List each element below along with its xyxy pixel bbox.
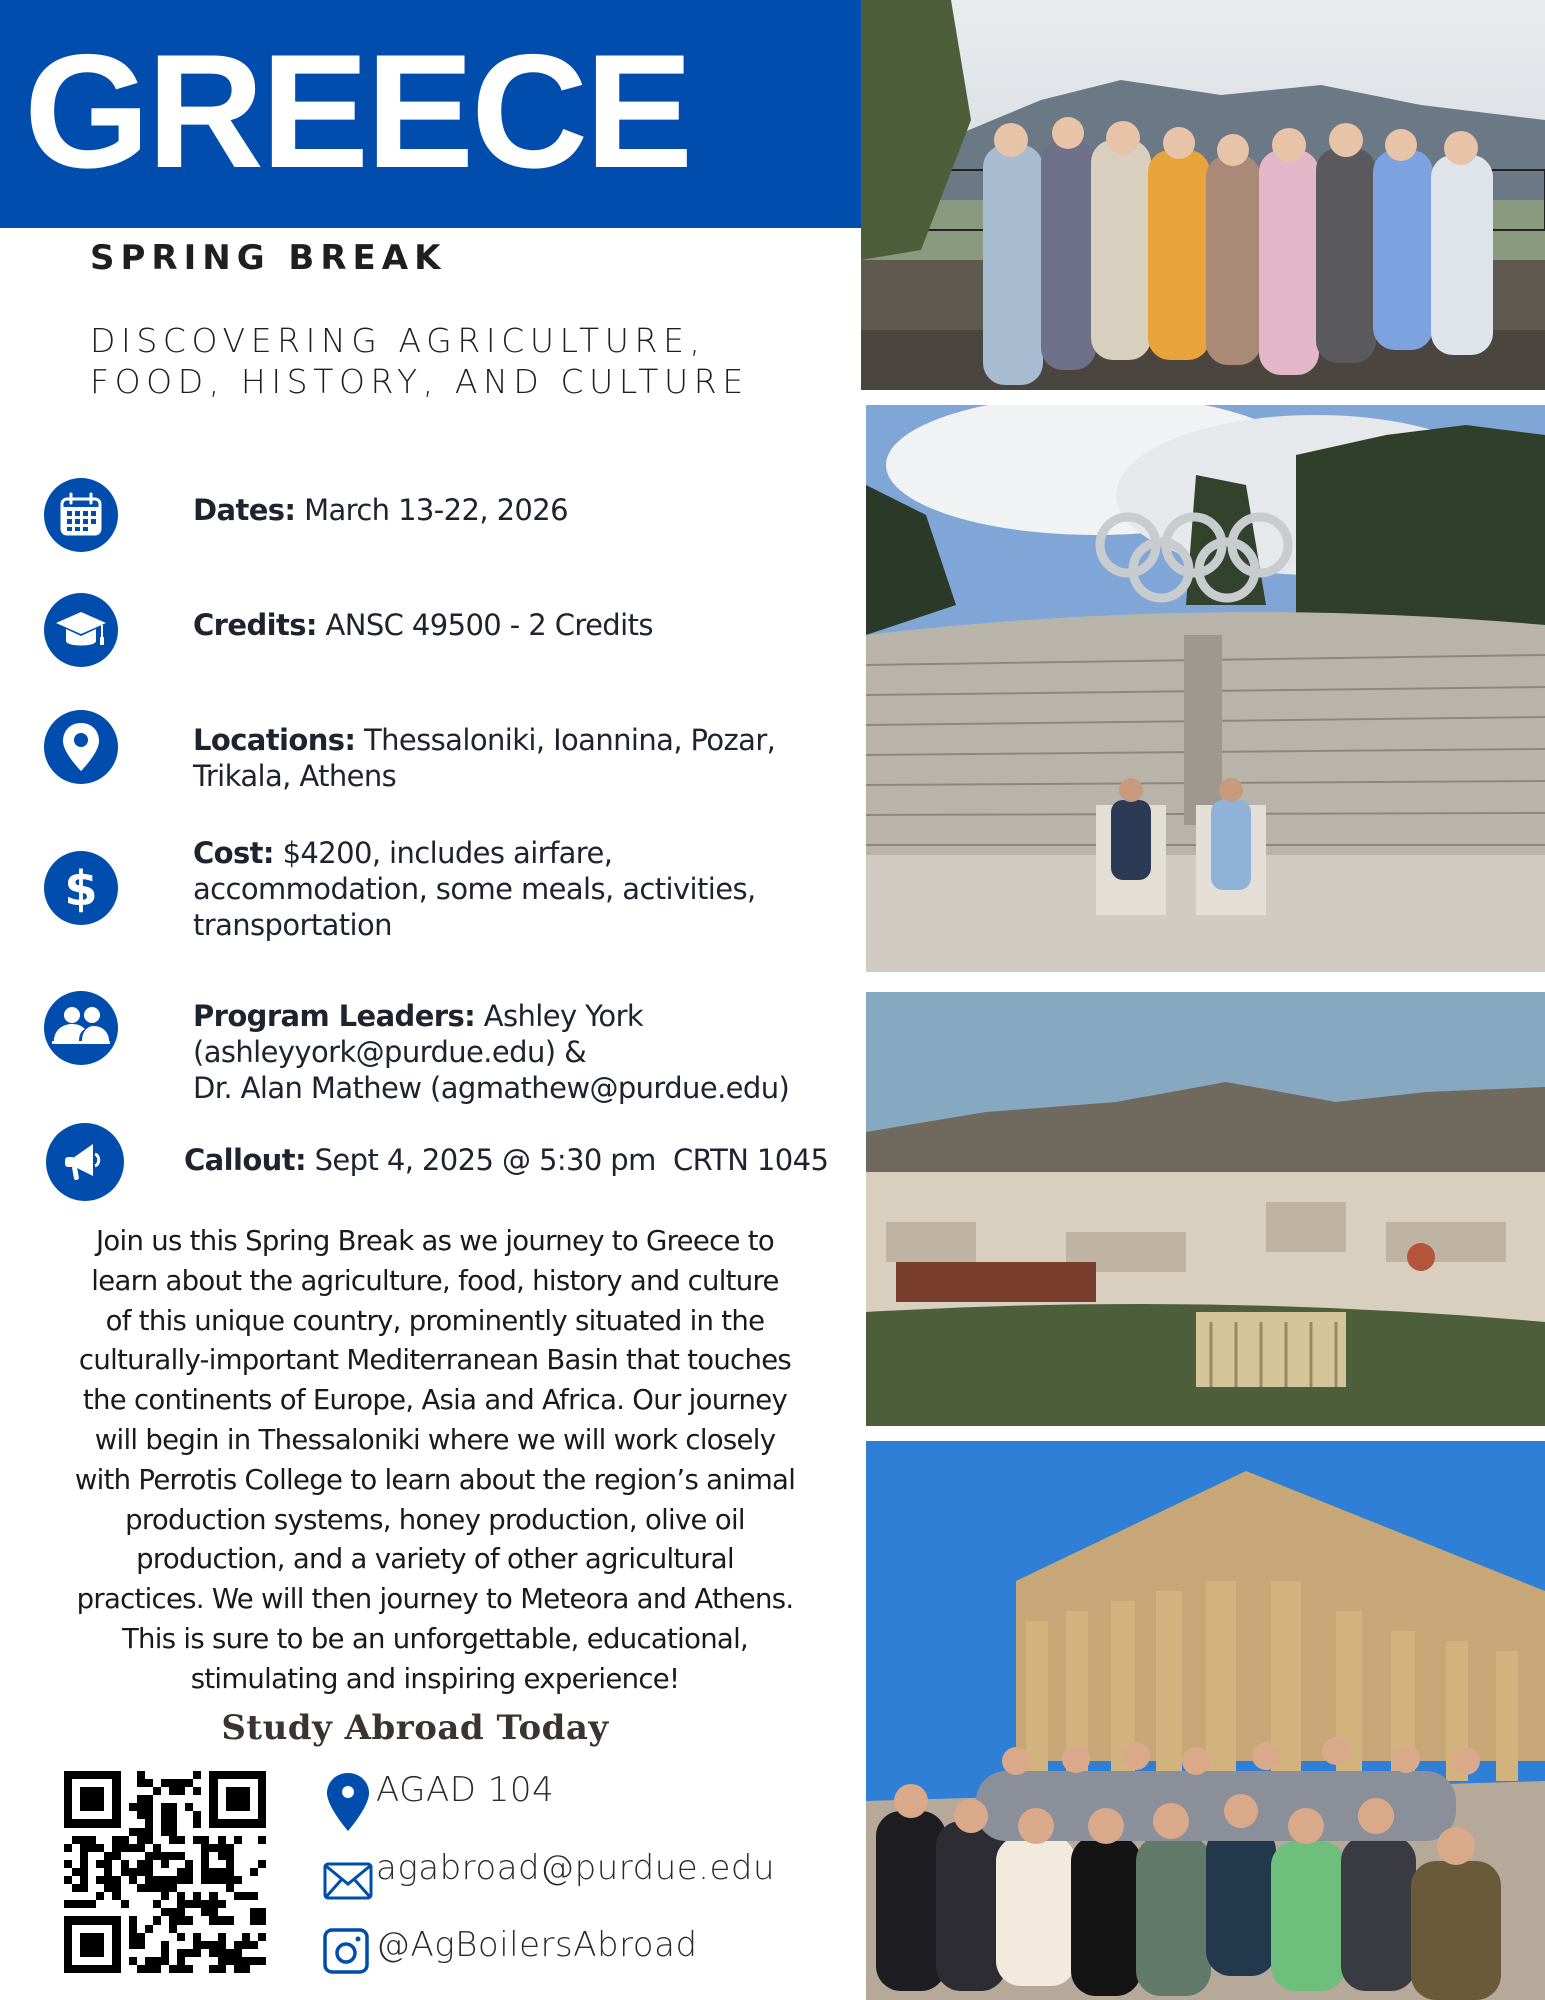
detail-label: Program Leaders: — [193, 999, 476, 1033]
detail-value: $4200, includes airfare, — [282, 836, 613, 870]
description-line: Join us this Spring Break as we journey to Greece to — [96, 1225, 774, 1257]
dollar-icon — [44, 851, 118, 925]
contact-email[interactable]: agabroad@purdue.edu — [376, 1848, 776, 1888]
map-pin-icon — [326, 1772, 370, 1832]
detail-value-line-3: transportation — [193, 908, 392, 942]
detail-value-line-2: accommodation, some meals, activities, — [193, 872, 756, 906]
subtitle — [90, 320, 749, 402]
subtitle-line-2: FOOD, HISTORY, AND CULTURE — [90, 362, 749, 401]
detail-program-leaders — [193, 998, 789, 1106]
mail-icon — [323, 1862, 373, 1900]
svg-text:$: $ — [64, 862, 98, 914]
detail-label: Locations: — [193, 723, 356, 757]
description-line: This is sure to be an unforgettable, educational, — [121, 1622, 749, 1655]
detail-label: Callout: — [184, 1143, 306, 1177]
detail-label: Credits: — [193, 608, 317, 642]
contact-instagram[interactable]: @AgBoilersAbroad — [376, 1925, 698, 1965]
detail-label: Dates: — [193, 493, 296, 527]
photo-panathenaic-stadium — [866, 405, 1545, 972]
description-line: culturally-important Mediterranean Basin that touches — [78, 1344, 792, 1377]
cta-heading: Study Abroad Today — [221, 1708, 609, 1748]
detail-dates — [193, 492, 568, 528]
description-line: with Perrotis College to learn about the region’s animal — [74, 1463, 796, 1496]
detail-value: Sept 4, 2025 @ 5:30 pm CRTN 1045 — [314, 1143, 829, 1177]
detail-value-line-2: Trikala, Athens — [193, 759, 397, 793]
contact-office: AGAD 104 — [376, 1770, 555, 1810]
page-title: GREECE — [24, 21, 691, 202]
kicker-spring-break: SPRING BREAK — [90, 238, 447, 278]
instagram-icon — [323, 1928, 369, 1974]
detail-credits — [193, 607, 653, 643]
detail-value: Thessaloniki, Ioannina, Pozar, — [364, 723, 776, 757]
description-line: will begin in Thessaloniki where we will work closely — [94, 1423, 776, 1456]
detail-value: March 13-22, 2026 — [304, 493, 568, 527]
detail-callout — [184, 1142, 828, 1178]
megaphone-icon — [46, 1123, 124, 1201]
description-line: production, and a variety of other agricultural — [136, 1543, 734, 1576]
description-line: stimulating and inspiring experience! — [190, 1662, 680, 1695]
photo-group-overlook — [861, 0, 1545, 390]
detail-value: ANSC 49500 - 2 Credits — [325, 608, 653, 642]
detail-cost — [193, 835, 756, 943]
description-line: of this unique country, prominently situated in the — [105, 1304, 765, 1337]
description-line: production systems, honey production, olive oil — [125, 1503, 745, 1536]
photo-parthenon-group — [866, 1441, 1545, 2000]
detail-value-line-2: (ashleyyork@purdue.edu) & — [193, 1035, 587, 1069]
graduation-cap-icon — [44, 593, 118, 667]
detail-label: Cost: — [193, 836, 274, 870]
subtitle-line-1: DISCOVERING AGRICULTURE, — [90, 321, 706, 360]
qr-code[interactable] — [64, 1771, 266, 1973]
detail-locations — [193, 722, 775, 794]
people-icon — [44, 991, 118, 1065]
description-line: learn about the agriculture, food, history and culture — [91, 1264, 779, 1297]
description-line: the continents of Europe, Asia and Africa. Our journey — [82, 1384, 788, 1417]
description-paragraph — [40, 1222, 830, 1700]
calendar-icon — [44, 478, 118, 552]
description-line: practices. We will then journey to Meteora and Athens. — [76, 1583, 794, 1616]
detail-value-line-3: Dr. Alan Mathew (agmathew@purdue.edu) — [193, 1071, 790, 1105]
detail-value: Ashley York — [483, 999, 644, 1033]
photo-athens-cityscape — [866, 992, 1545, 1426]
map-pin-icon — [44, 710, 118, 784]
